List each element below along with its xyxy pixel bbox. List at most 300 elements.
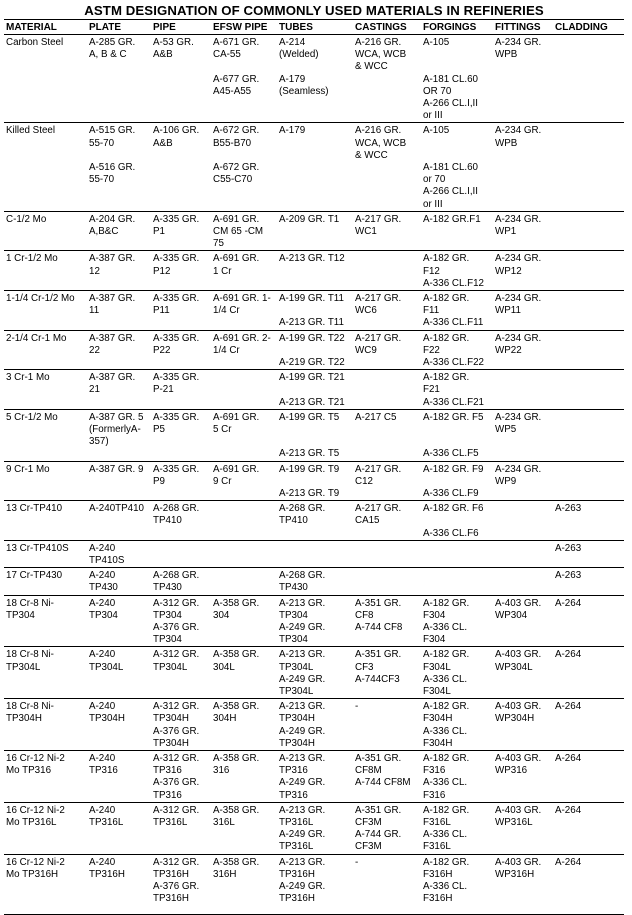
cell-material: [4, 501, 87, 541]
cell-line: 9 Cr: [213, 475, 232, 487]
cell-cladding: [553, 501, 624, 541]
cell-pipe: [151, 35, 211, 123]
cell-efsw-pipe: [211, 802, 277, 854]
cell-line: A-181 CL.60: [423, 73, 479, 85]
cell-line: A-213 GR. T12: [279, 253, 345, 265]
cell-line: A-336 CL.: [423, 829, 468, 841]
cell-line: TP304H: [279, 713, 315, 725]
cell-pipe: [151, 211, 211, 251]
cell-line: 16 Cr-12 Ni-2: [6, 804, 65, 816]
cell-line: [555, 293, 623, 305]
cell-line: A-240: [89, 701, 116, 713]
cell-line: A-744 GR.: [355, 829, 402, 841]
cell-line: WP304H: [495, 713, 535, 725]
cell-line: TP304: [153, 634, 182, 646]
cell-line: A-182 GR.: [423, 332, 470, 344]
cell-fittings: [493, 751, 553, 803]
cell-line: [555, 253, 623, 265]
table-row: [4, 35, 624, 123]
cell-line: F304L: [423, 686, 451, 698]
cell-line: 16 Cr-12 Ni-2: [6, 856, 65, 868]
cell-efsw-pipe: [211, 251, 277, 291]
cell-line: A,B&C: [89, 225, 119, 237]
cell-castings: [353, 35, 421, 123]
table-body: [4, 35, 624, 915]
cell-line: A-182 GR. F9: [423, 463, 484, 475]
cell-line: & WCC: [355, 149, 388, 161]
cell-tubes: [277, 540, 353, 567]
cell-line: A-336 CL.: [423, 881, 468, 893]
cell-line: [279, 424, 352, 436]
cell-line: [555, 214, 623, 226]
column-header-material: MATERIAL: [4, 20, 87, 35]
cell-line: A&B: [153, 137, 173, 149]
cell-line: A-249 GR.: [279, 829, 326, 841]
cell-line: A-335 GR.: [153, 372, 200, 384]
cell-tubes: [277, 647, 353, 699]
cell-fittings: [493, 854, 553, 914]
cell-line: A-219 GR. T22: [279, 357, 345, 368]
cell-line: CA-55: [213, 49, 241, 61]
cell-line: OR 70: [423, 85, 452, 97]
cell-line: A-182 GR.: [423, 856, 470, 868]
cell-line: [423, 138, 492, 150]
cell-line: A-387 GR. 5: [89, 411, 144, 423]
cell-plate: [87, 854, 151, 914]
cell-line: A-179: [279, 73, 306, 85]
cell-line: A-312 GR.: [153, 753, 200, 765]
cell-line: A-387 GR.: [89, 332, 136, 344]
cell-material: [4, 854, 87, 914]
cell-line: [423, 515, 492, 527]
cell-line: 22: [89, 344, 100, 356]
column-header-pipe: PIPE: [151, 20, 211, 35]
cell-pipe: [151, 291, 211, 331]
cell-tubes: [277, 751, 353, 803]
cell-line: A-691 GR. 2-: [213, 332, 271, 344]
cell-cladding: [553, 802, 624, 854]
cell-efsw-pipe: [211, 211, 277, 251]
cell-efsw-pipe: [211, 501, 277, 541]
cell-line: WP5: [495, 424, 517, 436]
cell-plate: [87, 751, 151, 803]
cell-pipe: [151, 501, 211, 541]
cell-castings: [353, 409, 421, 461]
cell-line: A-336 CL.: [423, 673, 468, 685]
cell-line: TP316L: [89, 817, 124, 829]
cell-line: WP9: [495, 475, 517, 487]
cell-material: [4, 461, 87, 501]
cell-forgings: [421, 699, 493, 751]
cell-material: [4, 123, 87, 211]
table-row: [4, 211, 624, 251]
cell-plate: [87, 568, 151, 595]
cell-line: A-263: [555, 570, 582, 582]
cell-material: [4, 291, 87, 331]
cell-line: TP316H: [279, 868, 315, 880]
cell-line: WPB: [495, 137, 518, 149]
cell-line: A-234 GR.: [495, 293, 542, 304]
cell-plate: [87, 409, 151, 461]
cell-line: [213, 61, 276, 73]
cell-line: A-217 GR.: [355, 463, 402, 475]
cell-plate: [87, 251, 151, 291]
cell-line: [555, 372, 623, 384]
cell-line: P9: [153, 475, 165, 487]
cell-line: A-358 GR.: [213, 701, 260, 713]
cell-plate: [87, 802, 151, 854]
cell-efsw-pipe: [211, 647, 277, 699]
cell-tubes: [277, 854, 353, 914]
cell-line: [279, 384, 352, 396]
cell-line: 304: [213, 609, 230, 621]
cell-line: 13 Cr-TP410: [6, 503, 63, 515]
cell-line: [495, 543, 552, 555]
cell-line: TP410: [153, 515, 182, 527]
cell-plate: [87, 370, 151, 410]
cell-line: CF8M: [355, 765, 382, 777]
cell-line: TP316H: [89, 868, 125, 880]
cell-line: 1/4 Cr: [213, 344, 240, 356]
table-row: [4, 751, 624, 803]
cell-line: A-387 GR.: [89, 293, 136, 304]
cell-line: [213, 570, 276, 582]
cell-line: A-358 GR.: [213, 856, 260, 868]
cell-tubes: [277, 330, 353, 370]
cell-line: [355, 253, 420, 265]
cell-pipe: [151, 540, 211, 567]
cell-line: TP304: [6, 609, 35, 621]
cell-pipe: [151, 123, 211, 211]
cell-line: A-213 GR.: [279, 649, 326, 661]
cell-line: 55-70: [89, 174, 115, 186]
cell-line: A-182 GR.: [423, 649, 470, 661]
cell-line: A-234 GR.: [495, 37, 542, 48]
column-header-cladding: CLADDING: [553, 20, 624, 35]
cell-line: [495, 570, 552, 582]
cell-line: 2-1/4 Cr-1 Mo: [6, 332, 67, 344]
cell-line: A-182 GR. F5: [423, 411, 484, 423]
cell-material: [4, 802, 87, 854]
cell-line: A-312 GR.: [153, 804, 200, 816]
cell-line: 316: [213, 765, 230, 777]
cell-plate: [87, 291, 151, 331]
cell-line: TP304L: [6, 661, 41, 673]
cell-line: A-213 GR.: [279, 804, 326, 816]
cell-line: A-240: [89, 856, 116, 868]
document-page: [4, 2, 624, 915]
cell-line: TP304L: [153, 661, 188, 673]
cell-line: P12: [153, 265, 171, 277]
cell-line: TP304H: [89, 713, 125, 725]
cell-line: A-216 GR.: [355, 37, 402, 48]
cell-line: 316H: [213, 868, 237, 880]
cell-line: TP304L: [279, 661, 314, 673]
cell-line: TP316H: [153, 893, 189, 905]
cell-line: A-240: [89, 804, 116, 816]
cell-line: A-336 CL.F5: [423, 448, 479, 460]
cell-line: A-285 GR.: [89, 37, 136, 48]
cell-line: TP430: [89, 582, 118, 594]
cell-line: A-744 CF8: [355, 622, 403, 634]
cell-pipe: [151, 751, 211, 803]
cell-line: A-376 GR.: [153, 622, 200, 634]
cell-line: A-182 GR.: [423, 372, 470, 384]
cell-line: A-336 CL.F9: [423, 488, 479, 499]
cell-line: F316: [423, 789, 446, 801]
cell-castings: [353, 568, 421, 595]
cell-line: WP316: [495, 765, 528, 777]
cell-line: A-312 GR.: [153, 856, 200, 868]
cell-tubes: [277, 251, 353, 291]
cell-line: A-691 GR. 1-: [213, 293, 271, 304]
table-row: [4, 291, 624, 331]
cell-line: A-264: [555, 856, 582, 868]
cell-line: WC9: [355, 344, 377, 356]
cell-line: -: [355, 701, 359, 713]
cell-line: WP316H: [495, 868, 535, 880]
cell-efsw-pipe: [211, 330, 277, 370]
cell-line: 75: [213, 238, 224, 250]
cell-line: A-213 GR.: [279, 597, 326, 609]
cell-line: TP316H: [153, 868, 189, 880]
cell-line: A-217 C5: [355, 411, 397, 423]
cell-line: 1 Cr-1/2 Mo: [6, 253, 58, 265]
table-row: [4, 802, 624, 854]
cell-line: A-182 GR.: [423, 701, 470, 713]
cell-line: A-213 GR.: [279, 856, 326, 868]
cell-fittings: [493, 699, 553, 751]
cell-line: C55-C70: [213, 174, 253, 186]
cell-cladding: [553, 751, 624, 803]
cell-line: Carbon Steel: [6, 37, 64, 48]
cell-line: A-263: [555, 503, 582, 515]
cell-fittings: [493, 211, 553, 251]
cell-line: A-266 CL.I,II: [423, 97, 478, 109]
cell-efsw-pipe: [211, 568, 277, 595]
cell-forgings: [421, 501, 493, 541]
cell-line: A-214: [279, 37, 306, 48]
cell-line: 17 Cr-TP430: [6, 570, 63, 582]
cell-line: TP430: [153, 582, 182, 594]
cell-castings: [353, 751, 421, 803]
table-row: [4, 647, 624, 699]
cell-line: CF3M: [355, 841, 382, 853]
cell-line: A-182 GR.F1: [423, 213, 481, 225]
column-header-castings: CASTINGS: [353, 20, 421, 35]
cell-plate: [87, 461, 151, 501]
cell-line: 5 Cr: [213, 424, 232, 436]
cell-tubes: [277, 409, 353, 461]
cell-line: [213, 543, 276, 555]
cell-pipe: [151, 461, 211, 501]
cell-line: A-515 GR.: [89, 125, 136, 137]
cell-line: A-179: [279, 125, 306, 137]
cell-line: A-358 GR.: [213, 804, 260, 816]
cell-material: [4, 370, 87, 410]
cell-line: P1: [153, 225, 165, 237]
cell-line: A-264: [555, 701, 582, 713]
cell-fittings: [493, 370, 553, 410]
cell-line: [89, 150, 150, 162]
cell-line: 5 Cr-1/2 Mo: [6, 411, 58, 423]
cell-line: A-213 GR.: [279, 701, 326, 713]
cell-line: TP430: [279, 582, 308, 594]
cell-line: A-351 GR.: [355, 753, 402, 765]
cell-line: A-263: [555, 542, 582, 554]
cell-line: A-268 GR.: [279, 570, 326, 582]
cell-line: WP1: [495, 225, 517, 237]
cell-line: [423, 424, 492, 436]
cell-fittings: [493, 595, 553, 647]
cell-castings: [353, 370, 421, 410]
cell-line: WCA, WCB: [355, 137, 407, 149]
cell-line: F304L: [423, 661, 451, 673]
cell-cladding: [553, 647, 624, 699]
cell-line: A-106 GR.: [153, 125, 200, 137]
cell-line: TP304: [279, 634, 308, 646]
cell-line: [279, 476, 352, 488]
cell-pipe: [151, 647, 211, 699]
cell-tubes: [277, 568, 353, 595]
cell-efsw-pipe: [211, 461, 277, 501]
cell-line: A-240TP410: [89, 503, 145, 515]
cell-line: F316L: [423, 841, 451, 853]
cell-line: TP316L: [279, 817, 314, 829]
materials-table: [4, 20, 624, 915]
cell-line: A-213 GR. T5: [279, 448, 340, 460]
cell-cladding: [553, 35, 624, 123]
cell-line: A-249 GR.: [279, 622, 326, 634]
cell-line: WP11: [495, 305, 521, 317]
cell-line: A-376 GR.: [153, 725, 200, 737]
cell-line: A-312 GR.: [153, 701, 200, 713]
cell-line: [423, 150, 492, 162]
cell-line: A-336 CL.F6: [423, 527, 479, 539]
cell-line: [423, 543, 492, 555]
cell-line: F22: [423, 344, 440, 356]
cell-line: A-234 GR.: [495, 213, 542, 225]
cell-line: 18 Cr-8 Ni-: [6, 701, 54, 713]
cell-line: WP12: [495, 265, 522, 277]
cell-line: A-376 GR.: [153, 777, 200, 789]
cell-cladding: [553, 699, 624, 751]
cell-line: TP316H: [279, 893, 315, 905]
cell-line: A-403 GR.: [495, 649, 542, 661]
cell-line: A-182 GR.: [423, 253, 470, 265]
cell-material: [4, 647, 87, 699]
cell-plate: [87, 647, 151, 699]
cell-line: TP410: [279, 515, 308, 527]
cell-line: [153, 543, 210, 555]
cell-line: A-744CF3: [355, 673, 400, 685]
cell-forgings: [421, 409, 493, 461]
cell-line: F304: [423, 609, 446, 621]
cell-line: F304: [423, 634, 446, 646]
cell-line: CF3M: [355, 817, 382, 829]
cell-cladding: [553, 123, 624, 211]
cell-line: TP304H: [279, 737, 315, 749]
cell-line: C-1/2 Mo: [6, 213, 47, 225]
cell-line: 16 Cr-12 Ni-2: [6, 753, 65, 765]
cell-line: TP316: [153, 765, 182, 777]
cell-efsw-pipe: [211, 595, 277, 647]
cell-efsw-pipe: [211, 409, 277, 461]
cell-fittings: [493, 123, 553, 211]
cell-line: A-403 GR.: [495, 856, 542, 868]
cell-line: [555, 464, 623, 476]
cell-line: A-335 GR.: [153, 213, 200, 225]
cell-line: A-240: [89, 542, 116, 554]
cell-line: F304H: [423, 737, 453, 749]
cell-line: A-358 GR.: [213, 597, 260, 609]
cell-pipe: [151, 251, 211, 291]
cell-line: A-217 GR.: [355, 503, 402, 515]
cell-line: F304H: [423, 713, 453, 725]
cell-plate: [87, 501, 151, 541]
cell-line: 11: [89, 305, 100, 317]
cell-line: (Seamless): [279, 85, 329, 97]
cell-line: A-677 GR.: [213, 73, 260, 85]
cell-line: A-240: [89, 753, 116, 765]
cell-line: F316: [423, 765, 446, 777]
cell-line: A-216 GR.: [355, 125, 402, 137]
cell-line: 21: [89, 384, 100, 396]
cell-tubes: [277, 501, 353, 541]
cell-line: [355, 570, 420, 582]
cell-line: A-199 GR. T22: [279, 332, 345, 344]
column-header-fittings: FITTINGS: [493, 20, 553, 35]
table-header-row: [4, 20, 624, 35]
cell-line: or III: [423, 198, 443, 210]
cell-line: A-199 GR. T21: [279, 372, 345, 384]
cell-forgings: [421, 370, 493, 410]
cell-line: or III: [423, 110, 443, 122]
cell-line: Killed Steel: [6, 125, 56, 137]
cell-line: A-387 GR.: [89, 372, 136, 384]
cell-material: [4, 568, 87, 595]
cell-line: A-240: [89, 649, 116, 661]
cell-line: [279, 345, 352, 357]
table-row: [4, 699, 624, 751]
cell-line: [279, 436, 352, 448]
cell-line: [423, 476, 492, 488]
cell-line: A-213 GR. T11: [279, 317, 344, 329]
cell-material: [4, 540, 87, 567]
cell-line: [279, 61, 352, 73]
cell-line: 1/4 Cr: [213, 305, 240, 317]
cell-line: A-335 GR.: [153, 253, 200, 265]
cell-line: A-249 GR.: [279, 777, 326, 789]
cell-line: A-182 GR.: [423, 804, 470, 816]
cell-forgings: [421, 251, 493, 291]
cell-line: A-516 GR.: [89, 161, 136, 173]
cell-line: [279, 305, 352, 317]
column-header-forgings: FORGINGS: [421, 20, 493, 35]
cell-pipe: [151, 699, 211, 751]
cell-line: A-358 GR.: [213, 649, 260, 661]
cell-castings: [353, 501, 421, 541]
cell-line: F12: [423, 265, 440, 277]
cell-line: A, B & C: [89, 49, 127, 61]
column-header-efsw-pipe: EFSW PIPE: [211, 20, 277, 35]
cell-line: A-672 GR.: [213, 161, 260, 173]
cell-line: A-182 GR.: [423, 597, 470, 609]
cell-line: 304H: [213, 713, 237, 725]
cell-line: F316H: [423, 893, 453, 905]
cell-line: TP304H: [153, 737, 189, 749]
cell-line: A-264: [555, 753, 582, 765]
